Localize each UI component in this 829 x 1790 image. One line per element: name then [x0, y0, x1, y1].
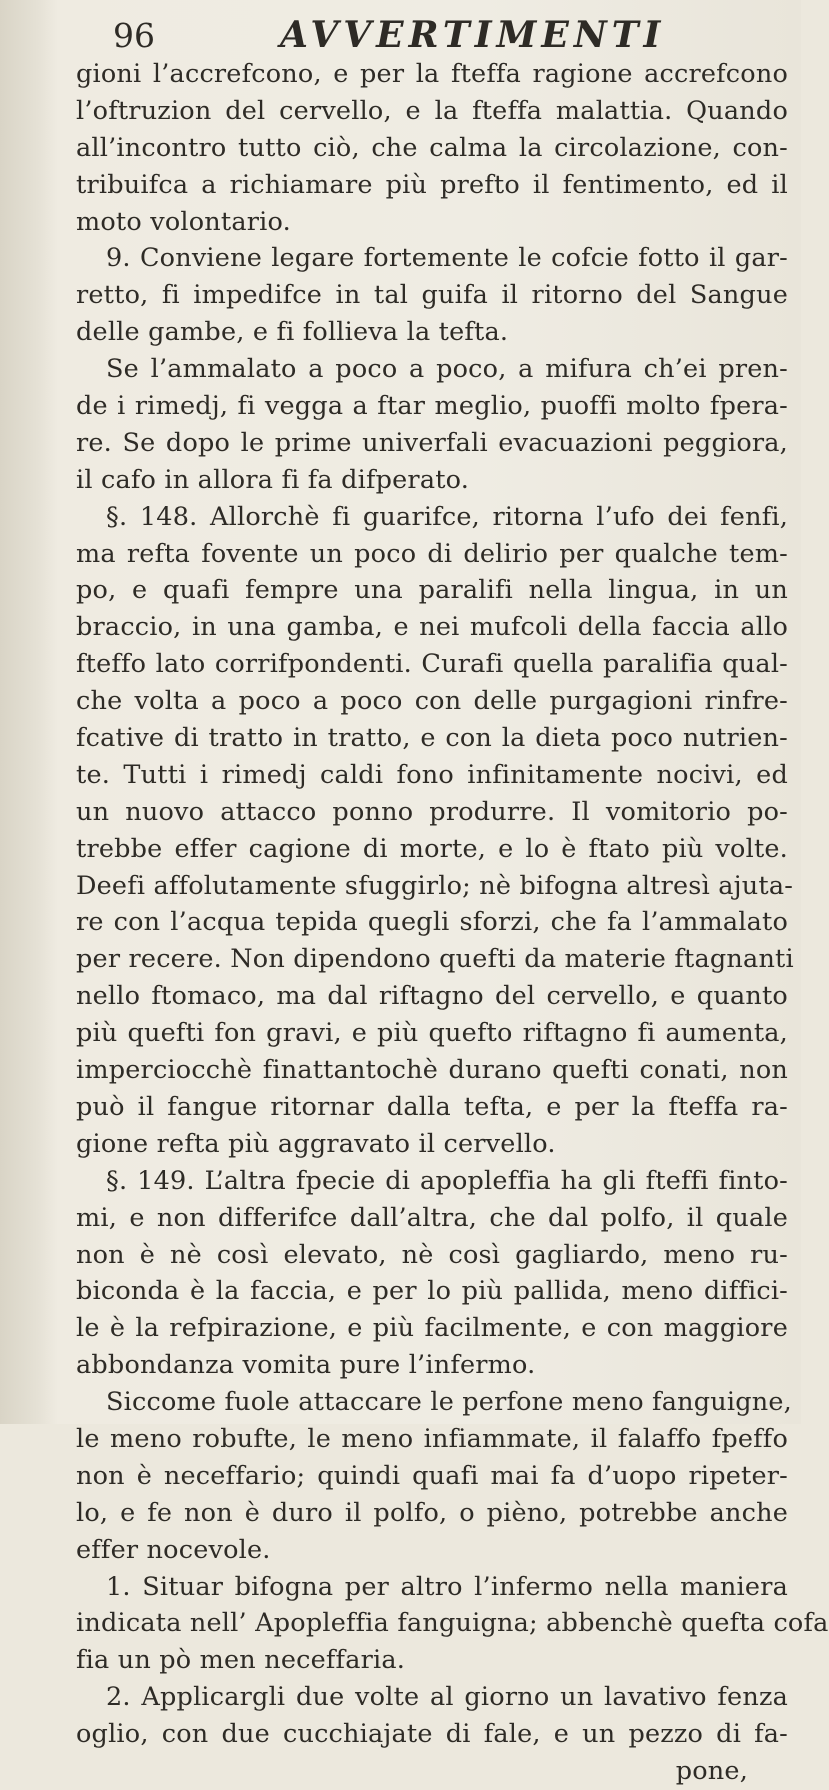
running-head: AVVERTIMENTI [280, 14, 666, 56]
text-line: indicata nell’ Apopleffia fanguigna; abbenchè quefta cofa [76, 1608, 829, 1639]
text-line: fteffo lato corrifpondenti. Curafi quella paralifia qual- [76, 649, 788, 680]
text-line: oglio, con due cucchiajate di fale, e un pezzo di fa- [76, 1719, 788, 1750]
text-line: Siccome fuole attaccare le perfone meno fanguigne, [106, 1387, 792, 1418]
text-line: fcative di tratto in tratto, e con la dieta poco nutrien- [76, 723, 788, 754]
page-number: 96 [113, 16, 155, 55]
text-line: te. Tutti i rimedj caldi fono infinitamente nocivi, ed [76, 759, 788, 790]
text-line: retto, fi impedifce in tal guifa il ritorno del Sangue [76, 280, 788, 311]
text-line: le è la refpirazione, e più facilmente, e con maggiore [76, 1313, 788, 1344]
body-text [76, 56, 829, 1790]
text-line: 1. Situar bifogna per altro l’infermo nella maniera [106, 1571, 788, 1602]
text-line: §. 148. Allorchè fi guarifce, ritorna l’ufo dei fenfi, [106, 501, 788, 532]
page-header [0, 10, 801, 60]
text-line: l’oftruzion del cervello, e la fteffa malattia. Quando [76, 95, 788, 126]
text-line: non è nè così elevato, nè così gagliardo, meno ru- [76, 1239, 788, 1270]
text-line: gione refta più aggravato il cervello. [76, 1128, 556, 1159]
text-line: più quefti fon gravi, e più quefto riftagno fi aumenta, [76, 1018, 788, 1049]
text-line: il cafo in allora fi fa difperato. [76, 464, 470, 495]
text-line: §. 149. L’altra fpecie di apopleffia ha gli fteffi finto- [106, 1165, 788, 1196]
text-line: Se l’ammalato a poco a poco, a mifura ch’ei pren- [106, 354, 788, 385]
text-line: braccio, in una gamba, e nei mufcoli della faccia allo [76, 612, 788, 643]
text-line: gioni l’accrefcono, e per la fteffa ragione accrefcono [76, 59, 788, 89]
text-line: re. Se dopo le prime univerfali evacuazioni peggiora, [76, 427, 788, 458]
text-line: le meno robufte, le meno infiammate, il falaffo fpeffo [76, 1423, 788, 1454]
text-line: mi, e non differifce dall’altra, che dal polfo, il quale [76, 1202, 788, 1233]
text-line: imperciocchè finattantochè durano quefti conati, non [76, 1055, 788, 1086]
text-line: de i rimedj, fi vegga a ftar meglio, puoffi molto fpera- [76, 391, 788, 422]
text-line: non è neceffario; quindi quafi mai fa d’uopo ripeter- [76, 1460, 788, 1491]
text-line: può il fangue ritornar dalla tefta, e per la fteffa ra- [76, 1091, 788, 1122]
text-line: tribuifca a richiamare più prefto il fentimento, ed il [76, 169, 788, 200]
catchword: pone, [675, 1755, 748, 1786]
text-line: per recere. Non dipendono quefti da materie ftagnanti [76, 944, 794, 975]
text-line: che volta a poco a poco con delle purgagioni rinfre- [76, 686, 788, 717]
text-line: lo, e fe non è duro il polfo, o pièno, potrebbe anche [76, 1497, 788, 1528]
text-line: 9. Conviene legare fortemente le cofcie fotto il gar- [106, 243, 788, 274]
page-binding-shadow [0, 0, 58, 1424]
text-line: delle gambe, e fi follieva la tefta. [76, 317, 509, 348]
text-line: ma refta fovente un poco di delirio per qualche tem- [76, 538, 788, 569]
text-line: fia un pò men neceffaria. [76, 1645, 406, 1676]
text-line: effer nocevole. [76, 1534, 271, 1565]
text-line: 2. Applicargli due volte al giorno un lavativo fenza [106, 1682, 788, 1713]
text-line: trebbe effer cagione di morte, e lo è ftato più volte. [76, 833, 788, 864]
text-line: un nuovo attacco ponno produrre. Il vomitorio po- [76, 796, 788, 827]
text-line: moto volontario. [76, 206, 291, 237]
text-line: all’incontro tutto ciò, che calma la circolazione, con- [76, 132, 788, 163]
text-line: abbondanza vomita pure l’infermo. [76, 1350, 536, 1381]
text-line: biconda è la faccia, e per lo più pallida, meno diffici- [76, 1276, 788, 1307]
text-line: Deefi affolutamente sfuggirlo; nè bifogna altresì ajuta- [76, 870, 794, 901]
text-line: po, e quafi fempre una paralifi nella lingua, in un [76, 575, 788, 606]
text-line: nello ftomaco, ma dal riftagno del cervello, e quanto [76, 981, 788, 1012]
text-line: re con l’acqua tepida quegli sforzi, che fa l’ammalato [76, 907, 788, 938]
